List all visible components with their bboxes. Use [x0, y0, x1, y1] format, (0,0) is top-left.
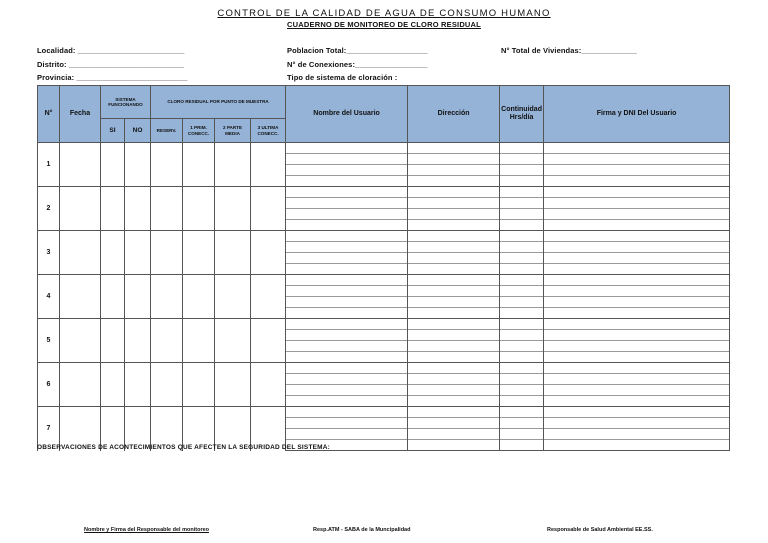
entry-cell[interactable]: [408, 396, 500, 407]
conexiones-field: N° de Conexiones:_________________: [287, 60, 428, 69]
row-number: 7: [38, 407, 60, 451]
entry-cell[interactable]: [500, 363, 544, 374]
entry-cell[interactable]: [408, 209, 500, 220]
observaciones-label: OBSERVACIONES DE ACONTECIMIENTOS QUE AFECTEN LA SEGURIDAD DEL SISTEMA:: [37, 444, 331, 451]
empty-cell[interactable]: [215, 143, 251, 187]
entry-cell[interactable]: [544, 275, 730, 286]
entry-cell[interactable]: [408, 374, 500, 385]
entry-cell[interactable]: [408, 143, 500, 154]
entry-cell[interactable]: [544, 308, 730, 319]
header-parte: 2 PARTE MEDIA: [215, 119, 251, 143]
entry-cell[interactable]: [544, 154, 730, 165]
empty-cell[interactable]: [251, 231, 286, 275]
entry-cell[interactable]: [286, 275, 408, 286]
empty-cell[interactable]: [60, 319, 101, 363]
entry-cell[interactable]: [544, 253, 730, 264]
entry-cell[interactable]: [286, 385, 408, 396]
entry-cell[interactable]: [544, 286, 730, 297]
empty-cell[interactable]: [251, 187, 286, 231]
entry-cell[interactable]: [544, 440, 730, 451]
entry-cell[interactable]: [500, 165, 544, 176]
header-cloro: CLORO RESIDUAL POR PUNTO DE MUESTRA: [151, 86, 286, 119]
monitoring-table: [37, 85, 730, 451]
header-direccion: Dirección: [408, 86, 500, 143]
empty-cell[interactable]: [125, 231, 151, 275]
table-row: [38, 319, 730, 330]
empty-cell[interactable]: [251, 275, 286, 319]
entry-cell[interactable]: [408, 352, 500, 363]
entry-cell[interactable]: [500, 176, 544, 187]
entry-cell[interactable]: [286, 220, 408, 231]
row-number: 6: [38, 363, 60, 407]
row-number: 1: [38, 143, 60, 187]
entry-cell[interactable]: [544, 396, 730, 407]
entry-cell[interactable]: [544, 264, 730, 275]
table-row: [38, 231, 730, 242]
empty-cell[interactable]: [60, 275, 101, 319]
row-number: 4: [38, 275, 60, 319]
entry-cell[interactable]: [286, 418, 408, 429]
empty-cell[interactable]: [151, 363, 183, 407]
empty-cell[interactable]: [60, 231, 101, 275]
entry-cell[interactable]: [500, 297, 544, 308]
entry-cell[interactable]: [286, 165, 408, 176]
entry-cell[interactable]: [544, 330, 730, 341]
entry-cell[interactable]: [500, 264, 544, 275]
entry-cell[interactable]: [286, 154, 408, 165]
empty-cell[interactable]: [215, 363, 251, 407]
entry-cell[interactable]: [286, 352, 408, 363]
empty-cell[interactable]: [101, 231, 125, 275]
empty-cell[interactable]: [251, 143, 286, 187]
empty-cell[interactable]: [215, 319, 251, 363]
entry-cell[interactable]: [408, 440, 500, 451]
entry-cell[interactable]: [544, 242, 730, 253]
entry-cell[interactable]: [500, 253, 544, 264]
entry-cell[interactable]: [544, 418, 730, 429]
entry-cell[interactable]: [500, 308, 544, 319]
empty-cell[interactable]: [101, 319, 125, 363]
entry-cell[interactable]: [408, 264, 500, 275]
entry-cell[interactable]: [544, 385, 730, 396]
empty-cell[interactable]: [151, 231, 183, 275]
entry-cell[interactable]: [286, 231, 408, 242]
localidad-field: Localidad: _________________________: [37, 46, 185, 55]
entry-cell[interactable]: [500, 396, 544, 407]
entry-cell[interactable]: [408, 418, 500, 429]
entry-cell[interactable]: [286, 187, 408, 198]
entry-cell[interactable]: [286, 297, 408, 308]
viviendas-field: N° Total de Viviendas:_____________: [501, 46, 637, 55]
entry-cell[interactable]: [500, 220, 544, 231]
empty-cell[interactable]: [101, 187, 125, 231]
entry-cell[interactable]: [408, 187, 500, 198]
entry-cell[interactable]: [286, 286, 408, 297]
empty-cell[interactable]: [60, 143, 101, 187]
entry-cell[interactable]: [500, 429, 544, 440]
empty-cell[interactable]: [60, 187, 101, 231]
entry-cell[interactable]: [544, 407, 730, 418]
empty-cell[interactable]: [125, 275, 151, 319]
entry-cell[interactable]: [286, 264, 408, 275]
entry-cell[interactable]: [408, 176, 500, 187]
entry-cell[interactable]: [544, 319, 730, 330]
resp-atm-label: Resp.ATM - SABA de la Muncipalidad: [313, 527, 411, 533]
entry-cell[interactable]: [500, 385, 544, 396]
entry-cell[interactable]: [500, 407, 544, 418]
entry-cell[interactable]: [544, 352, 730, 363]
empty-cell[interactable]: [215, 275, 251, 319]
entry-cell[interactable]: [408, 385, 500, 396]
entry-cell[interactable]: [408, 429, 500, 440]
entry-cell[interactable]: [408, 297, 500, 308]
header-sistema: SISTEMA FUNCIONANDO: [101, 86, 151, 119]
entry-cell[interactable]: [544, 297, 730, 308]
entry-cell[interactable]: [286, 176, 408, 187]
entry-cell[interactable]: [408, 154, 500, 165]
entry-cell[interactable]: [286, 308, 408, 319]
entry-cell[interactable]: [408, 330, 500, 341]
empty-cell[interactable]: [151, 319, 183, 363]
entry-cell[interactable]: [408, 198, 500, 209]
entry-cell[interactable]: [500, 242, 544, 253]
empty-cell[interactable]: [125, 143, 151, 187]
entry-cell[interactable]: [500, 352, 544, 363]
empty-cell[interactable]: [183, 231, 215, 275]
entry-cell[interactable]: [408, 165, 500, 176]
entry-cell[interactable]: [500, 418, 544, 429]
empty-cell[interactable]: [60, 363, 101, 407]
table-row: [38, 275, 730, 286]
header-continuidad: Continuidad Hrs/día: [500, 86, 544, 143]
resp-salud-label: Responsable de Salud Ambiental EE.SS.: [547, 527, 653, 533]
entry-cell[interactable]: [286, 363, 408, 374]
empty-cell[interactable]: [215, 231, 251, 275]
empty-cell[interactable]: [183, 363, 215, 407]
entry-cell[interactable]: [286, 396, 408, 407]
entry-cell[interactable]: [408, 319, 500, 330]
entry-cell[interactable]: [408, 407, 500, 418]
empty-cell[interactable]: [151, 275, 183, 319]
entry-cell[interactable]: [500, 198, 544, 209]
entry-cell[interactable]: [408, 341, 500, 352]
empty-cell[interactable]: [125, 187, 151, 231]
header-num: N°: [38, 86, 60, 143]
empty-cell[interactable]: [215, 187, 251, 231]
empty-cell[interactable]: [101, 363, 125, 407]
firma-responsable-label: Nombre y Firma del Responsable del monitoreo: [84, 527, 209, 533]
header-firma: Firma y DNI Del Usuario: [544, 86, 730, 143]
empty-cell[interactable]: [151, 187, 183, 231]
entry-cell[interactable]: [500, 319, 544, 330]
table-body: [38, 143, 730, 451]
empty-cell[interactable]: [183, 143, 215, 187]
entry-cell[interactable]: [286, 143, 408, 154]
header-si: SI: [101, 119, 125, 143]
entry-cell[interactable]: [500, 154, 544, 165]
empty-cell[interactable]: [125, 319, 151, 363]
entry-cell[interactable]: [408, 275, 500, 286]
empty-cell[interactable]: [101, 275, 125, 319]
entry-cell[interactable]: [286, 209, 408, 220]
entry-cell[interactable]: [408, 363, 500, 374]
tipo-sistema-field: Tipo de sistema de cloración :: [287, 73, 398, 82]
header-no: NO: [125, 119, 151, 143]
entry-cell[interactable]: [500, 187, 544, 198]
entry-cell[interactable]: [408, 286, 500, 297]
entry-cell[interactable]: [544, 143, 730, 154]
entry-cell[interactable]: [408, 253, 500, 264]
entry-cell[interactable]: [286, 341, 408, 352]
entry-cell[interactable]: [408, 308, 500, 319]
table-row: [38, 407, 730, 418]
entry-cell[interactable]: [500, 286, 544, 297]
entry-cell[interactable]: [408, 231, 500, 242]
empty-cell[interactable]: [101, 143, 125, 187]
entry-cell[interactable]: [286, 374, 408, 385]
entry-cell[interactable]: [500, 341, 544, 352]
header-fecha: Fecha: [60, 86, 101, 143]
entry-cell[interactable]: [544, 374, 730, 385]
entry-cell[interactable]: [286, 198, 408, 209]
entry-cell[interactable]: [286, 319, 408, 330]
entry-cell[interactable]: [408, 242, 500, 253]
header-ultima: 3 ULTIMA CONECC.: [251, 119, 286, 143]
poblacion-field: Poblacion Total:___________________: [287, 46, 428, 55]
entry-cell[interactable]: [286, 330, 408, 341]
header-reserv: RESERV.: [151, 119, 183, 143]
table-row: [38, 363, 730, 374]
entry-cell[interactable]: [286, 429, 408, 440]
provincia-field: Provincia: __________________________: [37, 73, 188, 82]
table-row: [38, 143, 730, 154]
entry-cell[interactable]: [544, 363, 730, 374]
empty-cell[interactable]: [251, 319, 286, 363]
entry-cell[interactable]: [500, 330, 544, 341]
entry-cell[interactable]: [544, 231, 730, 242]
document-title: CONTROL DE LA CALIDAD DE AGUA DE CONSUMO HUMANO: [217, 8, 551, 19]
row-number: 3: [38, 231, 60, 275]
entry-cell[interactable]: [544, 198, 730, 209]
entry-cell[interactable]: [544, 209, 730, 220]
row-number: 5: [38, 319, 60, 363]
entry-cell[interactable]: [544, 220, 730, 231]
entry-cell[interactable]: [500, 440, 544, 451]
entry-cell[interactable]: [500, 275, 544, 286]
empty-cell[interactable]: [251, 363, 286, 407]
entry-cell[interactable]: [286, 407, 408, 418]
header-usuario: Nombre del Usuario: [286, 86, 408, 143]
entry-cell[interactable]: [286, 242, 408, 253]
entry-cell[interactable]: [500, 143, 544, 154]
empty-cell[interactable]: [125, 363, 151, 407]
entry-cell[interactable]: [544, 165, 730, 176]
entry-cell[interactable]: [500, 374, 544, 385]
entry-cell[interactable]: [544, 187, 730, 198]
empty-cell[interactable]: [151, 143, 183, 187]
entry-cell[interactable]: [544, 341, 730, 352]
entry-cell[interactable]: [500, 209, 544, 220]
header-prim: 1 PRIM. CONECC.: [183, 119, 215, 143]
row-number: 2: [38, 187, 60, 231]
entry-cell[interactable]: [544, 176, 730, 187]
distrito-field: Distrito: ___________________________: [37, 60, 185, 69]
empty-cell[interactable]: [183, 275, 215, 319]
empty-cell[interactable]: [183, 319, 215, 363]
entry-cell[interactable]: [408, 220, 500, 231]
empty-cell[interactable]: [183, 187, 215, 231]
entry-cell[interactable]: [286, 253, 408, 264]
document-subtitle: CUADERNO DE MONITOREO DE CLORO RESIDUAL: [287, 20, 481, 29]
table-row: [38, 187, 730, 198]
entry-cell[interactable]: [544, 429, 730, 440]
entry-cell[interactable]: [500, 231, 544, 242]
